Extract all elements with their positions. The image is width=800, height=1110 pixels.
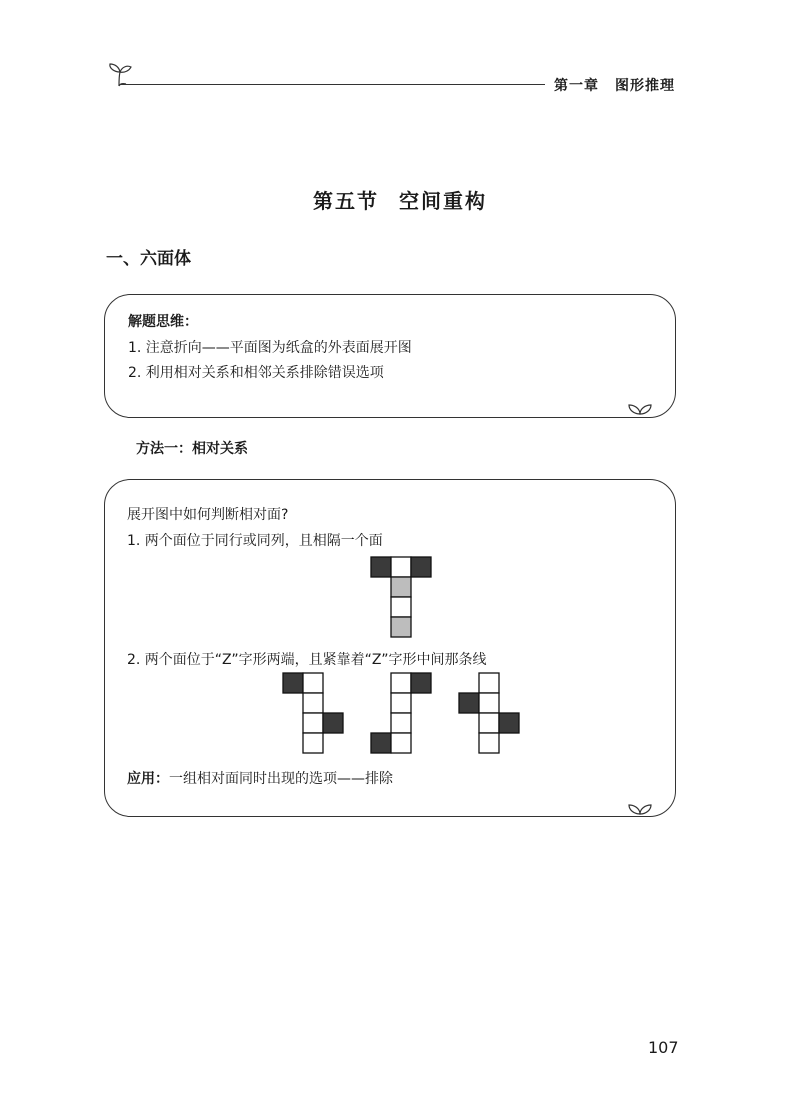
net-cell-dark — [499, 713, 519, 733]
box2-rule-1: 1. 两个面位于同行或同列，且相隔一个面 — [127, 533, 383, 549]
net-cell-gray — [391, 617, 411, 637]
net-cell — [479, 673, 499, 693]
running-header — [554, 75, 675, 95]
net-cell — [391, 693, 411, 713]
subsection-title: 一、六面体 — [106, 249, 191, 269]
cube-net-t-shape — [370, 556, 432, 638]
net-cell — [391, 673, 411, 693]
net-cell — [391, 733, 411, 753]
problem-solving-box — [104, 294, 676, 418]
net-cell — [391, 597, 411, 617]
cube-net-z-shape-a — [282, 672, 344, 754]
header-chapter: 第一章 — [554, 78, 599, 94]
net-cell-dark — [459, 693, 479, 713]
net-cell — [479, 733, 499, 753]
net-cell — [303, 733, 323, 753]
page-number: 107 — [648, 1038, 679, 1057]
net-cell-dark — [371, 733, 391, 753]
net-cell — [303, 673, 323, 693]
application-label: 应用： — [127, 771, 169, 787]
box2-rule-2: 2. 两个面位于“Z”字形两端，且紧靠着“Z”字形中间那条线 — [127, 652, 487, 668]
cube-net-z-shape-b — [370, 672, 432, 754]
method-title: 方法一：相对关系 — [136, 441, 248, 457]
section-title — [0, 185, 800, 214]
net-cell — [391, 713, 411, 733]
application-text: 一组相对面同时出现的选项——排除 — [169, 771, 393, 787]
net-cell-dark — [371, 557, 391, 577]
box1-point-2: 2. 利用相对关系和相邻关系排除错误选项 — [128, 365, 384, 381]
box1-title: 解题思维： — [128, 314, 198, 330]
header-topic: 图形推理 — [615, 78, 675, 94]
cube-net-z-shape-c — [458, 672, 520, 754]
section-name: 空间重构 — [399, 189, 487, 213]
net-cell — [391, 557, 411, 577]
net-cell-gray — [391, 577, 411, 597]
net-cell-dark — [411, 557, 431, 577]
header-rule — [120, 84, 545, 85]
net-cell-dark — [283, 673, 303, 693]
net-cell-dark — [323, 713, 343, 733]
net-cell — [479, 693, 499, 713]
net-cell — [479, 713, 499, 733]
section-number: 第五节 — [313, 189, 379, 213]
leaf-ornament-icon — [626, 400, 654, 416]
opposite-faces-box — [104, 479, 676, 817]
box2-application — [127, 768, 393, 788]
box1-point-1: 1. 注意折向——平面图为纸盒的外表面展开图 — [128, 340, 412, 356]
net-cell — [303, 693, 323, 713]
leaf-ornament-icon — [626, 800, 654, 816]
net-cell — [303, 713, 323, 733]
box2-question: 展开图中如何判断相对面? — [127, 507, 289, 523]
net-cell-dark — [411, 673, 431, 693]
